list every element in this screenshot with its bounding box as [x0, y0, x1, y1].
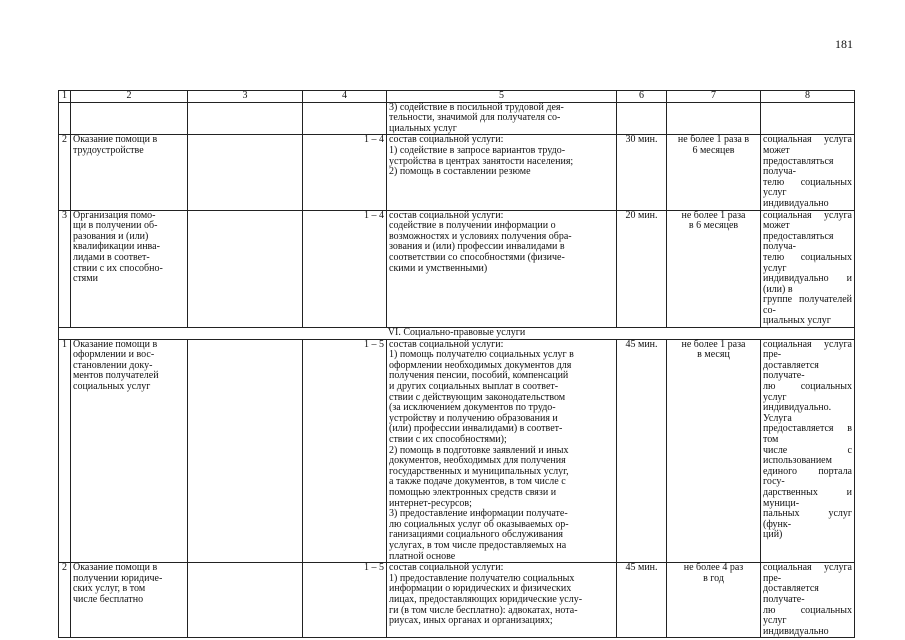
cell-text-line: в месяц	[697, 349, 730, 361]
cell-text-line: лю социальных услуг	[763, 381, 852, 403]
cell-text-line: социальная услуга пре-	[763, 562, 852, 584]
cell-text-line: а также подаче документов, в том числе с	[389, 476, 566, 488]
cell-text-line: не более 1 раза в	[677, 134, 750, 146]
cell-text-line: предоставляться получа-	[763, 230, 834, 253]
cell-text-line: трудоустройстве	[73, 144, 144, 156]
cell-text-line: квалификации инва-	[73, 241, 160, 253]
cell-text-line: телю социальных услуг	[763, 251, 852, 274]
cell-text-line: государственных и муниципальных услуг,	[389, 465, 569, 477]
service-time: 45 мин.	[617, 339, 667, 562]
cell-text-line: состав социальной услуги:	[389, 562, 504, 574]
section-title: VI. Социально-правовые услуги	[59, 328, 855, 340]
cell-text-line: в 6 месяцев	[688, 220, 739, 232]
recipient-range: 1 – 4	[303, 135, 387, 210]
cell-text-line: документов, необходимых для получения	[389, 455, 566, 467]
cell-text-line: и других социальных выплат в соответ-	[389, 381, 559, 393]
cell-text-line: лицах, предоставляющих юридические услу-	[389, 593, 583, 605]
service-time: 30 мин.	[617, 135, 667, 210]
cell-text-line: ганизациями социального обслуживания	[389, 529, 564, 541]
cell-text-line: телю социальных услуг	[763, 176, 852, 199]
cell-text-line: помощью электронных средств связи и	[389, 486, 557, 498]
cell-text-line: 1) помощь получателю социальных услуг в	[389, 349, 574, 361]
cell-text-line: устройству и получению образования и	[389, 412, 558, 424]
cell-text-line: циальных услуг	[763, 315, 831, 327]
cell-text-line: социальная услуга пре-	[763, 338, 852, 361]
cell-text-line: предоставляться получа-	[763, 155, 834, 178]
service-time: 20 мин.	[617, 210, 667, 328]
cell-text-line: содействие в получении информации о	[389, 220, 556, 232]
cell-text-line: 2) помощь в подготовке заявлений и иных	[389, 444, 569, 456]
cell-text-line: соответствии со способностями (физиче-	[389, 251, 565, 263]
header-col-3: 3	[188, 91, 303, 103]
cell-text-line: лю социальных услуг об оказываемых ор-	[389, 518, 569, 530]
cell-text-line: пальных услуг (функ-	[763, 508, 852, 530]
cell-text-line: не более 1 раза	[681, 338, 746, 350]
cell-text-line: 3) предоставление информации получате-	[389, 508, 568, 520]
header-col-1: 1	[59, 91, 71, 103]
empty-cell	[188, 339, 303, 562]
cell-text-line: состав социальной услуги:	[389, 134, 504, 146]
cell-text-line: становлении доку-	[73, 359, 153, 371]
page-number: 181	[835, 37, 853, 51]
cell-text-line: циальных услуг	[389, 122, 457, 134]
service-content	[387, 563, 617, 638]
cell-text-line: щи в получении об-	[73, 220, 158, 232]
recipient-range: 1 – 5	[303, 339, 387, 562]
service-note	[761, 563, 855, 638]
cell-text-line: ствии с их способно-	[73, 262, 163, 274]
cell-text-line: Организация помо-	[73, 209, 156, 221]
table-row	[59, 563, 855, 638]
cell-text-line: стями	[73, 273, 98, 285]
cell-text-line: индивидуально. Услуга	[763, 402, 832, 424]
cell-text-line: разования и (или)	[73, 230, 149, 242]
header-col-7: 7	[667, 91, 761, 103]
cell-text-line: получения пенсии, пособий, компенсаций	[389, 370, 569, 382]
cell-text-line: состав социальной услуги:	[389, 338, 504, 350]
continuation-row	[59, 102, 855, 135]
empty-cell	[188, 563, 303, 638]
cell-text-line: 1) содействие в запросе вариантов трудо-	[389, 144, 566, 156]
cell-text-line: ствии с действующим законодательством	[389, 391, 566, 403]
cell-text-line: платной основе	[389, 550, 456, 562]
cell-text-line: доставляется получате-	[763, 359, 819, 382]
recipient-range: 1 – 4	[303, 210, 387, 328]
cell-text-line: в год	[703, 572, 724, 584]
service-note	[761, 339, 855, 562]
row-number: 2	[59, 563, 71, 638]
recipient-range: 1 – 5	[303, 563, 387, 638]
cell-text-line: индивидуально	[763, 197, 829, 209]
cell-text-line: получении юридиче-	[73, 572, 163, 584]
cell-text-line: предоставляется в том	[763, 423, 852, 445]
service-frequency	[667, 135, 761, 210]
row-number: 3	[59, 210, 71, 328]
table-header-row	[59, 91, 855, 103]
header-col-6: 6	[617, 91, 667, 103]
cell-text-line: (или) профессии инвалидами) в соответ-	[389, 423, 563, 435]
cell-text-line: (за исключением документов по трудо-	[389, 402, 556, 414]
cell-text-line: не более 1 раза	[681, 209, 746, 221]
service-frequency	[667, 563, 761, 638]
cell-text-line: 1) предоставление получателю социальных	[389, 572, 575, 584]
service-name	[71, 339, 188, 562]
header-col-4: 4	[303, 91, 387, 103]
table-row	[59, 339, 855, 562]
service-time: 45 мин.	[617, 563, 667, 638]
cell-text-line: лидами в соответ-	[73, 251, 150, 263]
cell-text-line: социальных услуг	[73, 381, 151, 393]
cell-text-line: единого портала госу-	[763, 465, 852, 488]
cell-text-line: возможностях и условиях получения обра-	[389, 230, 572, 242]
cell-text-line: ствии с их способностями);	[389, 434, 507, 445]
cell-text-line: не более 4 раз	[683, 562, 744, 574]
header-col-8: 8	[761, 91, 855, 103]
continuation-content	[387, 102, 617, 135]
cell-text-line: оформлении необходимых документов для	[389, 359, 572, 371]
cell-text-line: ментов получателей	[73, 370, 159, 382]
service-content	[387, 210, 617, 328]
cell-text-line: оформлении и вос-	[73, 349, 155, 361]
section-row	[59, 328, 855, 340]
cell-text-line: лю социальных услуг	[763, 604, 852, 627]
cell-text-line: Оказание помощи в	[73, 134, 158, 146]
cell-text-line: услугах, в том числе предоставляемых на	[389, 539, 567, 551]
cell-text-line: тельности, значимой для получателя со-	[389, 112, 561, 124]
cell-text-line: социальная услуга может	[763, 134, 852, 156]
service-content	[387, 339, 617, 562]
cell-text-line: 2) помощь в составлении резюме	[389, 166, 531, 178]
service-note	[761, 210, 855, 328]
cell-text-line: ских услуг, в том	[73, 583, 146, 595]
cell-text-line: ги (в том числе бесплатно): адвокатах, нота-	[389, 604, 578, 616]
cell-text-line: Оказание помощи в	[73, 562, 158, 574]
cell-text-line: ций)	[763, 529, 783, 541]
service-note	[761, 135, 855, 210]
service-content	[387, 135, 617, 210]
service-name	[71, 210, 188, 328]
service-frequency	[667, 210, 761, 328]
cell-text-line: скими и умственными)	[389, 262, 488, 274]
cell-text-line: устройства в центрах занятости населения;	[389, 155, 574, 167]
cell-text-line: доставляется получате-	[763, 583, 819, 605]
cell-text-line: числе бесплатно	[73, 593, 144, 605]
table-row	[59, 210, 855, 328]
cell-text-line: состав социальной услуги:	[389, 209, 504, 221]
table-row	[59, 135, 855, 210]
cell-text-line: группе получателей со-	[763, 294, 852, 316]
cell-text-line: дарственных и муници-	[763, 486, 852, 509]
cell-text-line: числе с использованием	[763, 444, 852, 467]
header-col-2: 2	[71, 91, 188, 103]
cell-text-line: индивидуально и (или) в	[763, 273, 852, 295]
cell-text-line: Оказание помощи в	[73, 338, 158, 350]
service-name	[71, 135, 188, 210]
header-col-5: 5	[387, 91, 617, 103]
cell-text-line: зования и (или) профессии инвалидами в	[389, 241, 565, 253]
cell-text-line: 6 месяцев	[692, 144, 735, 156]
service-frequency	[667, 339, 761, 562]
cell-text-line: индивидуально	[763, 625, 829, 637]
cell-text-line: 3) содействие в посильной трудовой дея-	[389, 101, 564, 113]
row-number: 1	[59, 339, 71, 562]
row-number: 2	[59, 135, 71, 210]
cell-text-line: риусах, иных органах и организациях;	[389, 615, 553, 627]
services-table	[58, 90, 855, 638]
empty-cell	[188, 210, 303, 328]
cell-text-line: информации о юридических и физических	[389, 583, 572, 595]
empty-cell	[188, 135, 303, 210]
cell-text-line: социальная услуга может	[763, 209, 852, 232]
cell-text-line: интернет-ресурсов;	[389, 497, 472, 509]
service-name	[71, 563, 188, 638]
